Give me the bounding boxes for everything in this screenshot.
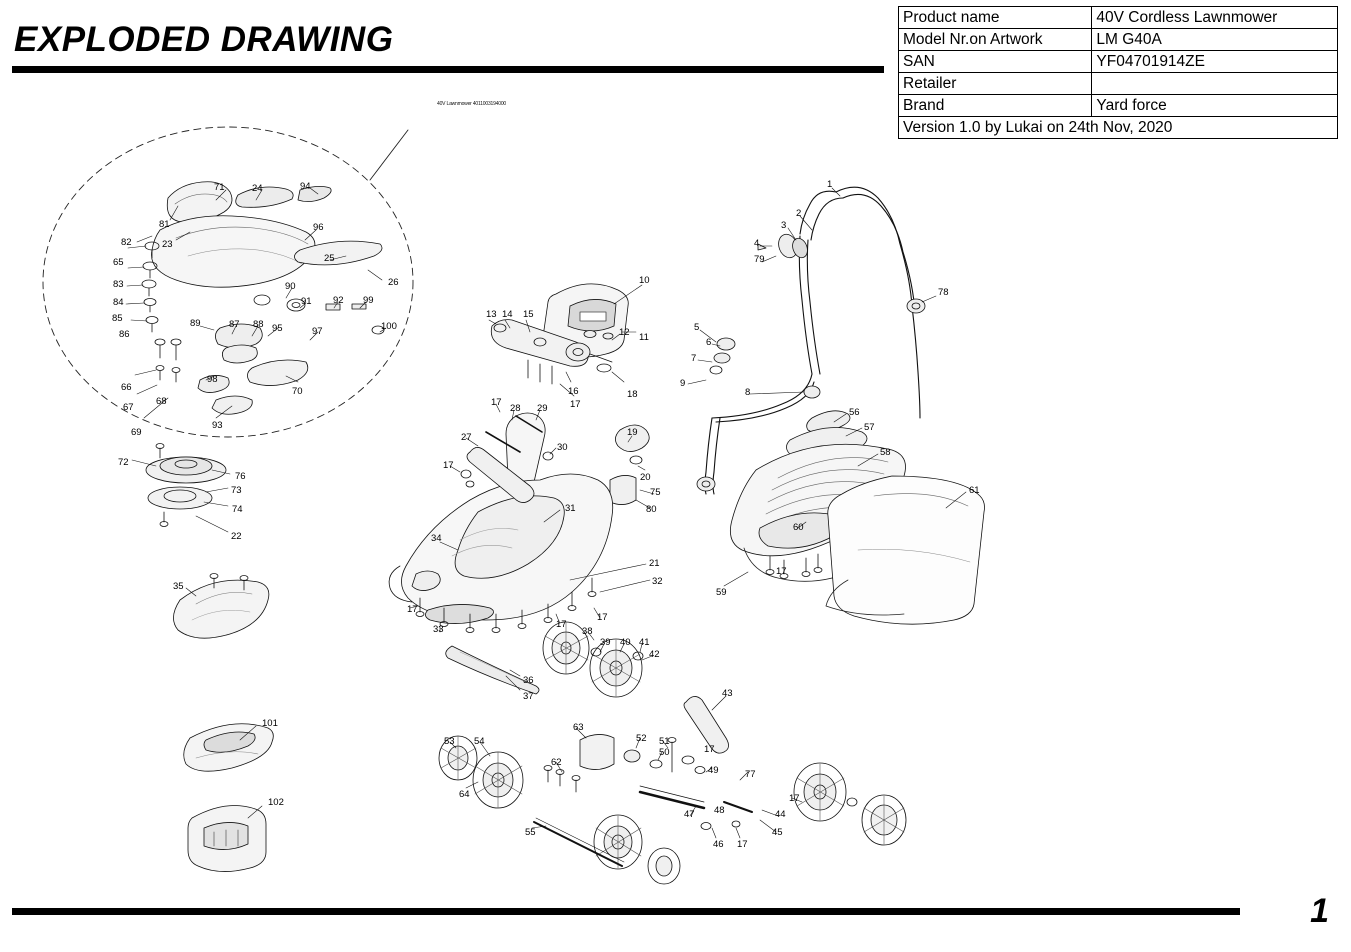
callout-number: 102: [268, 797, 284, 808]
callout-number: 98: [207, 374, 218, 385]
callout-number: 47: [684, 809, 695, 820]
callout-number: 17: [597, 612, 608, 623]
drawing-code-label: 40V Lawnmower 4011003194000: [437, 101, 507, 107]
callout-number: 66: [121, 382, 132, 393]
callout-number: 79: [754, 254, 765, 265]
callout-number: 95: [272, 323, 283, 334]
callout-number: 87: [229, 319, 240, 330]
callout-number: 59: [716, 587, 727, 598]
table-row: [899, 51, 1338, 73]
callout-number: 94: [300, 181, 311, 192]
callout-number: 91: [301, 296, 312, 307]
callout-number: 89: [190, 318, 201, 329]
callout-number: 61: [969, 485, 980, 496]
callout-number: 27: [461, 432, 472, 443]
callout-number: 19: [627, 427, 638, 438]
callout-number: 26: [388, 277, 399, 288]
callout-number: 54: [474, 736, 485, 747]
callout-number: 28: [510, 403, 521, 414]
callout-number: 15: [523, 309, 534, 320]
version-text: Version 1.0 by Lukai on 24th Nov, 2020: [899, 117, 1338, 139]
callout-number: 43: [722, 688, 733, 699]
callout-number: 99: [363, 295, 374, 306]
page-title: EXPLODED DRAWING: [14, 20, 394, 59]
footer-divider: [12, 908, 1240, 915]
callout-number: 72: [118, 457, 129, 468]
callout-number: 18: [627, 389, 638, 400]
callout-number: 32: [652, 576, 663, 587]
info-label: Brand: [899, 95, 1092, 117]
exploded-diagram: [0, 80, 1351, 910]
callout-number: 17: [556, 619, 567, 630]
callout-number: 13: [486, 309, 497, 320]
callout-number: 9: [680, 378, 686, 389]
callout-number: 41: [639, 637, 650, 648]
callout-number: 23: [162, 239, 173, 250]
callout-number: 17: [491, 397, 502, 408]
callout-number: 51: [659, 736, 670, 747]
callout-number: 64: [459, 789, 470, 800]
callout-number: 4: [754, 238, 760, 249]
callout-number: 3: [781, 220, 787, 231]
callout-number: 52: [636, 733, 647, 744]
callout-number: 86: [119, 329, 130, 340]
info-label: SAN: [899, 51, 1092, 73]
callout-number: 12: [619, 327, 630, 338]
callout-number: 17: [776, 566, 787, 577]
callout-number: 25: [324, 253, 335, 264]
callout-number: 14: [502, 309, 513, 320]
callout-number: 11: [639, 332, 649, 343]
callout-number: 69: [131, 427, 142, 438]
callout-number: 75: [650, 487, 661, 498]
callout-number: 38: [582, 626, 593, 637]
callout-number: 71: [214, 182, 225, 193]
callout-number: 81: [159, 219, 170, 230]
callout-number: 17: [704, 744, 715, 755]
title-divider: [12, 66, 884, 73]
callout-number: 31: [565, 503, 576, 514]
callout-number: 48: [714, 805, 725, 816]
callout-number: 21: [649, 558, 660, 569]
callout-number: 80: [646, 504, 657, 515]
table-row: [899, 29, 1338, 51]
callout-number: 33: [433, 624, 444, 635]
callout-number: 57: [864, 422, 875, 433]
callout-number: 2: [796, 208, 802, 219]
callout-number: 40: [620, 637, 631, 648]
callout-number: 96: [313, 222, 324, 233]
callout-number: 6: [706, 337, 712, 348]
callout-number: 76: [235, 471, 246, 482]
callout-number: 88: [253, 319, 264, 330]
callout-number: 85: [112, 313, 123, 324]
callout-number: 29: [537, 403, 548, 414]
callout-number: 44: [775, 809, 786, 820]
callout-number: 1: [827, 179, 833, 190]
callout-number: 65: [113, 257, 124, 268]
callout-number: 74: [232, 504, 243, 515]
callout-number: 97: [312, 326, 323, 337]
callout-number: 53: [444, 736, 455, 747]
callout-number: 70: [292, 386, 303, 397]
info-value: YF04701914ZE: [1092, 51, 1338, 73]
callout-number: 82: [121, 237, 132, 248]
callout-number: 58: [880, 447, 891, 458]
callout-number: 49: [708, 765, 719, 776]
callout-number: 17: [789, 793, 800, 804]
callout-number: 22: [231, 531, 242, 542]
callout-number: 17: [570, 399, 581, 410]
info-value: Yard force: [1092, 95, 1338, 117]
diagram-svg: [0, 80, 1351, 910]
info-value: 40V Cordless Lawnmower: [1092, 7, 1338, 29]
callout-number: 10: [639, 275, 650, 286]
callout-number: 63: [573, 722, 584, 733]
callout-number: 84: [113, 297, 124, 308]
callout-number: 90: [285, 281, 296, 292]
info-value: LM G40A: [1092, 29, 1338, 51]
callout-number: 24: [252, 183, 263, 194]
callout-number: 30: [557, 442, 568, 453]
callout-number: 34: [431, 533, 442, 544]
callout-number: 101: [262, 718, 278, 729]
callout-number: 39: [600, 637, 611, 648]
table-row: [899, 7, 1338, 29]
page-number: 1: [1310, 892, 1329, 930]
callout-number: 73: [231, 485, 242, 496]
callout-number: 7: [691, 353, 697, 364]
callout-number: 20: [640, 472, 651, 483]
info-label: Retailer: [899, 73, 1092, 95]
callout-number: 50: [659, 747, 670, 758]
callout-number: 68: [156, 396, 167, 407]
callout-number: 100: [381, 321, 397, 332]
callout-number: 60: [793, 522, 804, 533]
callout-number: 5: [694, 322, 700, 333]
callout-number: 36: [523, 675, 534, 686]
callout-number: 17: [407, 604, 418, 615]
callout-number: 55: [525, 827, 536, 838]
callout-number: 92: [333, 295, 344, 306]
callout-number: 83: [113, 279, 124, 290]
info-label: Product name: [899, 7, 1092, 29]
callout-number: 8: [745, 387, 751, 398]
callout-number: 67: [123, 402, 134, 413]
callout-number: 93: [212, 420, 223, 431]
callout-number: 35: [173, 581, 184, 592]
callout-number: 17: [737, 839, 748, 850]
callout-number: 46: [713, 839, 724, 850]
callout-number: 78: [938, 287, 949, 298]
callout-number: 17: [443, 460, 454, 471]
callout-number: 77: [745, 769, 756, 780]
callout-number: 37: [523, 691, 534, 702]
callout-number: 16: [568, 386, 579, 397]
callout-number: 62: [551, 757, 562, 768]
info-label: Model Nr.on Artwork: [899, 29, 1092, 51]
callout-number: 56: [849, 407, 860, 418]
callout-number: 42: [649, 649, 660, 660]
callout-number: 45: [772, 827, 783, 838]
